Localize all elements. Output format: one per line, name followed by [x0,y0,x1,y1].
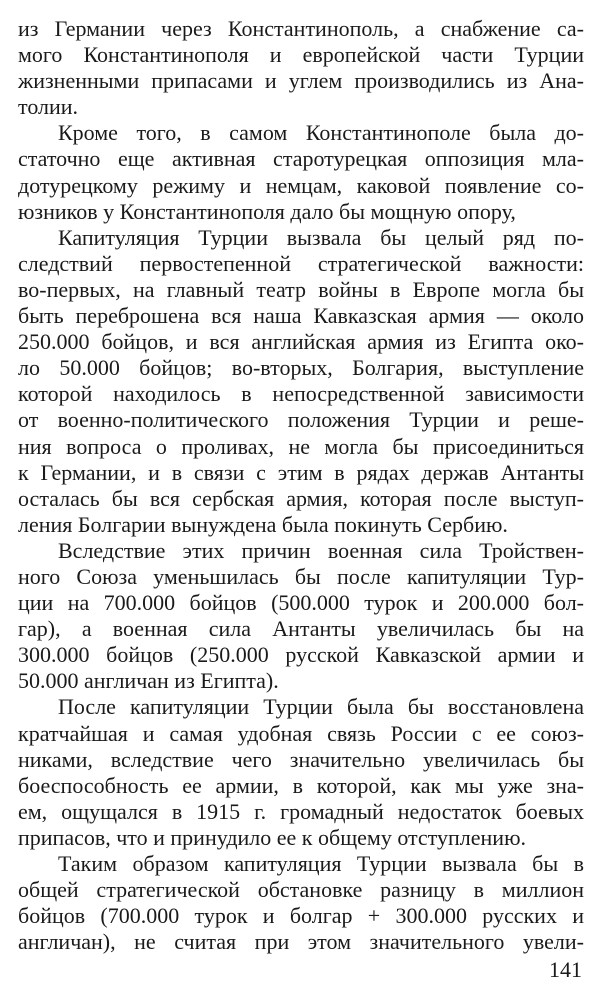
text-line: следствий первостепенной стратегической важности: [18,250,584,276]
text-line: от военно-политического положения Турции и реше- [18,407,584,433]
text-line: Таким образом капитуляция Турции вызвала бы в [58,851,584,876]
text-line: 250.000 бойцов, и вся английская армия из Египта око- [18,329,584,355]
text-line: бойцов (700.000 турок и болгар + 300.000 русских и [18,903,584,929]
text-line: толии. [18,94,79,120]
text-line: гар), а военная сила Антанты увеличилась бы на [18,616,584,642]
text-line: никами, вследствие чего значительно увеличилась бы [18,746,584,772]
text-line: ния вопроса о проливах, не могла бы присоединиться [18,433,584,459]
text-line: 50.000 англичан из Египта). [18,668,279,694]
text-line: Капитуляция Турции вызвала бы целый ряд по- [58,224,584,250]
text-line: Кроме того, в самом Константинополе была до- [58,120,584,146]
text-line: быть переброшена вся наша Кавказская армия — около [18,303,584,329]
text-line: во-первых, на главный театр войны в Европе могла бы [18,276,584,302]
text-line: из Германии через Константинополь, а снабжение са- [18,16,584,41]
text-line: кратчайшая и самая удобная связь России с ее союз- [18,720,584,746]
text-line: общей стратегической обстановке разницу в миллион [18,877,584,903]
text-line: ем, ощущался в 1915 г. громадный недостаток боевых [18,798,584,824]
text-line: юзников у Константинополя дало бы мощную опору, [18,198,516,224]
text-line: припасов, что и принудило ее к общему отступлению. [18,824,526,850]
text-line: жизненными припасами и углем производились из Ана- [18,68,584,94]
text-line: ного Союза уменьшилась бы после капитуляции Тур- [18,563,584,589]
text-line: англичан), не считая при этом значительного увели- [18,929,584,955]
text-line: ции на 700.000 бойцов (500.000 турок и 200.000 бол- [18,590,584,616]
text-line: ления Болгарии вынуждена была покинуть Сербию. [18,511,508,537]
text-line: Вследствие этих причин военная сила Тройствен- [58,537,584,563]
text-line: 300.000 бойцов (250.000 русской Кавказской армии и [18,642,584,668]
text-line: После капитуляции Турции была бы восстановлена [58,694,584,720]
page-number: 141 [549,957,582,982]
text-line: которой находилось в непосредственной зависимости [18,381,584,407]
text-line: дотурецкому режиму и немцам, каковой появление со- [18,172,584,198]
text-line: осталась бы вся сербская армия, которая после выступ- [18,485,584,511]
page-text [18,16,584,955]
text-line: боеспособность ее армии, в которой, как мы уже зна- [18,772,584,798]
text-line: мого Константинополя и европейской части Турции [18,42,584,68]
text-line: к Германии, и в связи с этим в рядах держав Антанты [18,459,584,485]
text-line: статочно еще активная старотурецкая оппозиция мла- [18,146,584,172]
text-line: ло 50.000 бойцов; во-вторых, Болгария, выступление [18,355,584,381]
